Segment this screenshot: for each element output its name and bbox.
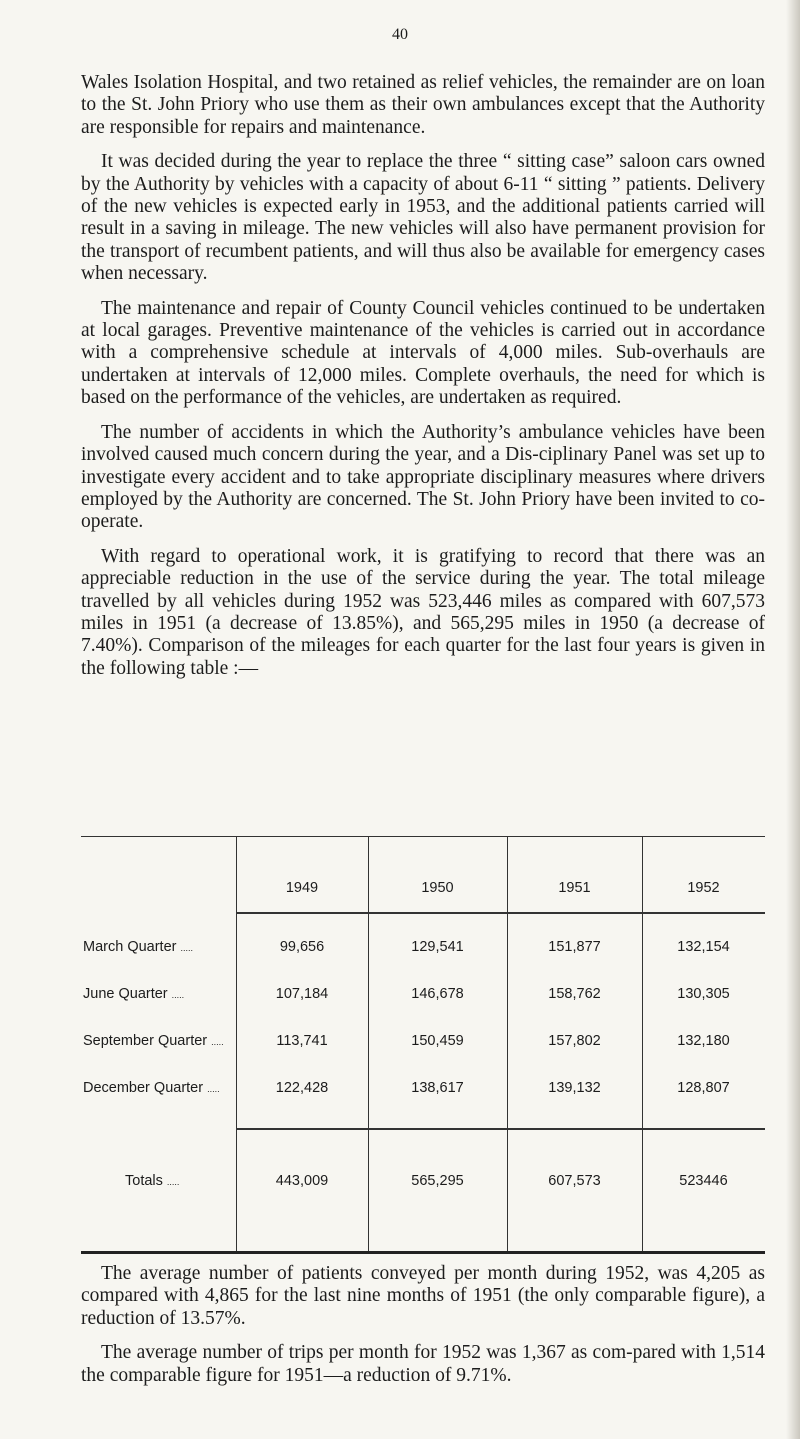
totals-cell: 565,295 xyxy=(411,1173,464,1189)
closing-text xyxy=(81,1263,765,1399)
table-cell: 151,877 xyxy=(548,939,601,955)
table-cell: 157,802 xyxy=(548,1033,601,1049)
paragraph-5: With regard to operational work, it is gratifying to record that there was an appreciable reduction in the use of the service during the year. The total mileage travelled by all vehicles during 1952 was 523,446 miles as compared with 607,573 miles in 1951 (a decrease of 13.85%), and 565,295 miles in 1950 (a decrease of 7.40%). Comparison of the mileages for each quarter for the last four years is given in the following table :— xyxy=(81,545,765,679)
closing-paragraph-2: The average number of trips per month for 1952 was 1,367 as com-pared with 1,514 the comparable figure for 1951—a reduction of 9.71%. xyxy=(81,1342,765,1386)
header-1952: 1952 xyxy=(687,880,720,896)
table-cell: 132,154 xyxy=(677,939,730,955)
paragraph-1: Wales Isolation Hospital, and two retained as relief vehicles, the remainder are on loan to the St. John Priory who use them as their own ambulances except that the Authority are responsible for repairs and maintenance. xyxy=(81,72,765,138)
closing-paragraph-1: The average number of patients conveyed per month during 1952, was 4,205 as compared with 4,865 for the last nine months of 1951 (the only comparable figure), a reduction of 13.57%. xyxy=(81,1263,765,1329)
totals-cell: 443,009 xyxy=(275,1173,329,1189)
table-cell: 107,184 xyxy=(275,986,329,1002)
table-cell: 129,541 xyxy=(411,939,464,955)
totals-label: Totals ..... xyxy=(125,1173,180,1189)
header-rule xyxy=(236,912,765,914)
table-row-label: March Quarter ..... xyxy=(83,939,194,955)
table-cell: 139,132 xyxy=(548,1080,601,1096)
table-row-label: December Quarter ..... xyxy=(83,1080,220,1096)
table-cell: 150,459 xyxy=(411,1033,464,1049)
table-cell: 158,762 xyxy=(548,986,601,1002)
table-row-label: June Quarter ..... xyxy=(83,986,185,1002)
page-number: 40 xyxy=(392,26,408,43)
paragraph-4: The number of accidents in which the Authority’s ambulance vehicles have been involved caused much concern during the year, and a Dis-ciplinary Panel was set up to investigate every accident and to take appropriate disciplinary measures where drivers employed by the Authority are concerned. The St. John Priory have been invited to co-operate. xyxy=(81,421,765,533)
table-bottom-rule xyxy=(81,1251,765,1254)
table-cell: 99,656 xyxy=(279,939,325,955)
header-1949: 1949 xyxy=(285,880,319,896)
table-cell: 122,428 xyxy=(275,1080,329,1096)
table-cell: 130,305 xyxy=(677,986,730,1002)
paragraph-3: The maintenance and repair of County Council vehicles continued to be undertaken at local garages. Preventive maintenance of the vehicles is carried out in accordance with a comprehensive schedule at intervals of 4,000 miles. Sub-overhauls are undertaken at intervals of 12,000 miles. Complete overhauls, the need for which is based on the performance of the vehicles, are undertaken as required. xyxy=(81,297,765,409)
totals-rule xyxy=(236,1128,765,1130)
table-cell: 128,807 xyxy=(677,1080,730,1096)
body-text xyxy=(81,72,765,692)
header-1951: 1951 xyxy=(558,880,591,896)
table-cell: 132,180 xyxy=(677,1033,730,1049)
table-top-rule xyxy=(81,836,765,837)
totals-cell: 523446 xyxy=(679,1173,728,1189)
table-cell: 146,678 xyxy=(411,986,464,1002)
table-cell: 138,617 xyxy=(411,1080,464,1096)
table-row-label: September Quarter ..... xyxy=(83,1033,224,1049)
totals-cell: 607,573 xyxy=(548,1173,601,1189)
header-1950: 1950 xyxy=(421,880,454,896)
page-edge-shadow xyxy=(786,0,800,1439)
table-cell: 113,741 xyxy=(276,1033,328,1049)
paragraph-2: It was decided during the year to replace the three “ sitting case” saloon cars owned by the Authority by vehicles with a capacity of about 6-11 “ sitting ” patients. Delivery of the new vehicles is expected early in 1953, and the additional patients carried will result in a saving in mileage. The new vehicles will also have permanent provision for the transport of recumbent patients, and will thus also be available for emergency cases when necessary. xyxy=(81,151,765,285)
